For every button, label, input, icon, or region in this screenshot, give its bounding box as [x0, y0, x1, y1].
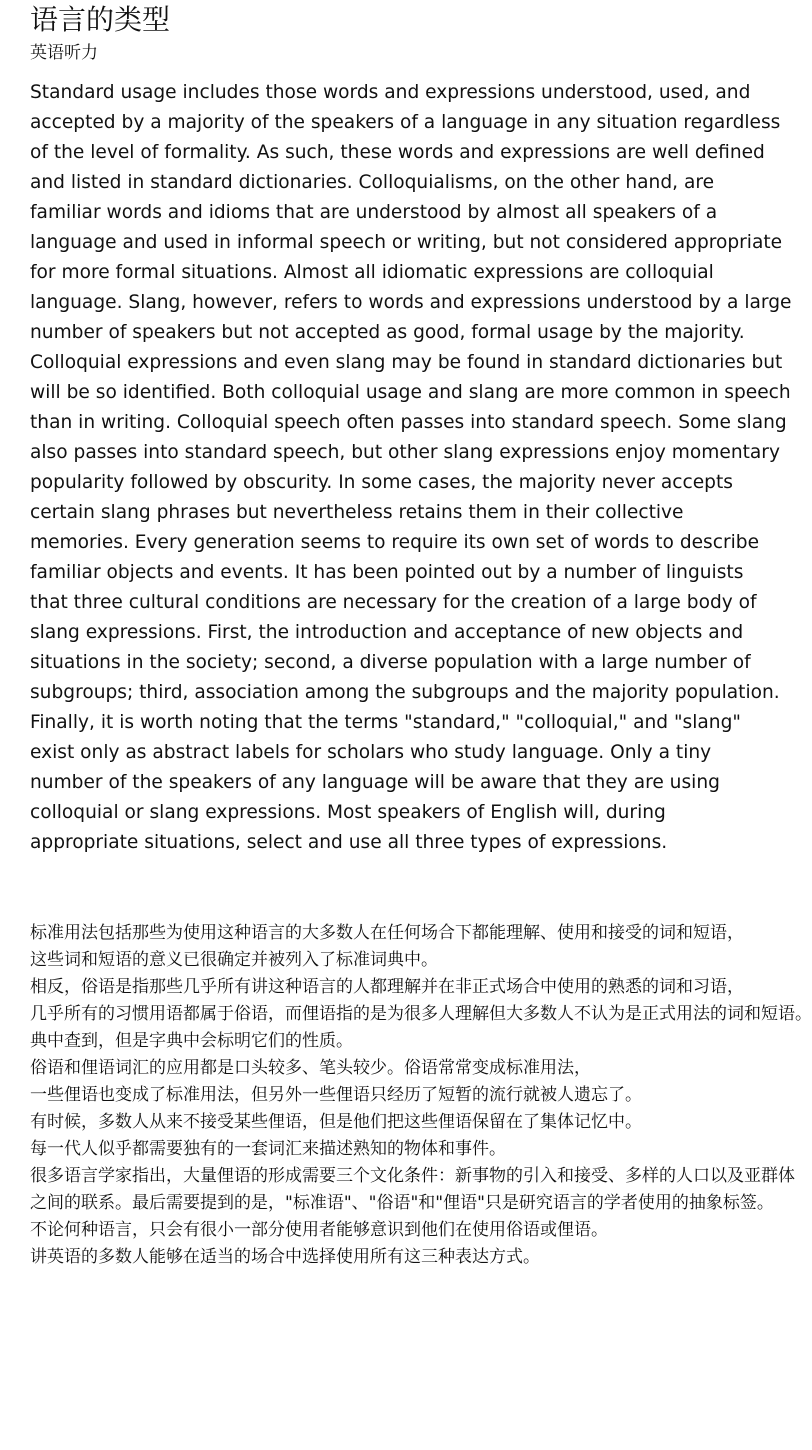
- english-text-line: for more formal situations. Almost all idiomatic expressions are colloquial: [30, 262, 714, 283]
- english-text-line: appropriate situations, select and use all three types of expressions.: [30, 832, 668, 853]
- english-text-line: colloquial or slang expressions. Most speakers of English will, during: [30, 802, 666, 823]
- article-category: 英语听力: [30, 43, 98, 63]
- chinese-text-line: 典中查到，但是字典中会标明它们的性质。: [30, 1031, 353, 1051]
- english-text-line: also passes into standard speech, but other slang expressions enjoy momentary: [30, 442, 780, 463]
- english-passage: [30, 78, 791, 858]
- english-text-line: familiar objects and events. It has been pointed out by a number of linguists: [30, 562, 744, 583]
- chinese-text-line: 几乎所有的习惯用语都属于俗语，而俚语指的是为很多人理解但大多数人不认为是正式用法的词和短语。: [30, 1004, 812, 1024]
- english-text-line: and listed in standard dictionaries. Colloquialisms, on the other hand, are: [30, 172, 715, 193]
- english-text-line: than in writing. Colloquial speech often passes into standard speech. Some slang: [30, 412, 787, 433]
- english-text-line: certain slang phrases but nevertheless retains them in their collective: [30, 502, 684, 523]
- english-text-line: popularity followed by obscurity. In some cases, the majority never accepts: [30, 472, 733, 493]
- english-text-line: number of the speakers of any language will be aware that they are using: [30, 772, 720, 793]
- chinese-text-line: 不论何种语言，只会有很小一部分使用者能够意识到他们在使用俗语或俚语。: [30, 1220, 608, 1240]
- english-text-line: language. Slang, however, refers to words and expressions understood by a large: [30, 292, 792, 313]
- chinese-translation: [30, 920, 812, 1271]
- chinese-text-line: 相反，俗语是指那些几乎所有讲这种语言的人都理解并在非正式场合中使用的熟悉的词和习语，: [30, 977, 744, 997]
- english-text-line: Finally, it is worth noting that the terms "standard," "colloquial," and "slang": [30, 712, 741, 733]
- english-text-line: familiar words and idioms that are understood by almost all speakers of a: [30, 202, 718, 223]
- english-text-line: situations in the society; second, a diverse population with a large number of: [30, 652, 751, 673]
- english-text-line: slang expressions. First, the introduction and acceptance of new objects and: [30, 622, 744, 643]
- chinese-text-line: 标准用法包括那些为使用这种语言的大多数人在任何场合下都能理解、使用和接受的词和短语，: [30, 923, 744, 943]
- chinese-text-line: 之间的联系。最后需要提到的是，"标准语"、"俗语"和"俚语"只是研究语言的学者使用的抽象标签。: [30, 1193, 774, 1213]
- english-text-line: of the level of formality. As such, these words and expressions are well defined: [30, 142, 765, 163]
- english-text-line: language and used in informal speech or writing, but not considered appropriate: [30, 232, 783, 253]
- english-text-line: exist only as abstract labels for scholars who study language. Only a tiny: [30, 742, 712, 763]
- chinese-text-line: 俗语和俚语词汇的应用都是口头较多、笔头较少。俗语常常变成标准用法，: [30, 1058, 591, 1078]
- english-text-line: that three cultural conditions are necessary for the creation of a large body of: [30, 592, 757, 613]
- article: [30, 0, 812, 1450]
- english-text-line: Standard usage includes those words and expressions understood, used, and: [30, 82, 751, 103]
- english-text-line: subgroups; third, association among the subgroups and the majority population.: [30, 682, 780, 703]
- chinese-text-line: 有时候，多数人从来不接受某些俚语，但是他们把这些俚语保留在了集体记忆中。: [30, 1112, 642, 1132]
- english-text-line: memories. Every generation seems to require its own set of words to describe: [30, 532, 760, 553]
- chinese-text-line: 一些俚语也变成了标准用法，但另外一些俚语只经历了短暂的流行就被人遗忘了。: [30, 1085, 642, 1105]
- english-text-line: Colloquial expressions and even slang may be found in standard dictionaries but: [30, 352, 783, 373]
- chinese-text-line: 这些词和短语的意义已很确定并被列入了标准词典中。: [30, 950, 438, 970]
- chinese-text-line: 每一代人似乎都需要独有的一套词汇来描述熟知的物体和事件。: [30, 1139, 506, 1159]
- english-text-line: number of speakers but not accepted as good, formal usage by the majority.: [30, 322, 745, 343]
- english-text-line: accepted by a majority of the speakers of a language in any situation regardless: [30, 112, 781, 133]
- chinese-text-line: 讲英语的多数人能够在适当的场合中选择使用所有这三种表达方式。: [30, 1247, 540, 1267]
- english-text-line: will be so identified. Both colloquial usage and slang are more common in speech: [30, 382, 791, 403]
- article-title: 语言的类型: [30, 3, 171, 36]
- chinese-text-line: 很多语言学家指出，大量俚语的形成需要三个文化条件：新事物的引入和接受、多样的人口以及亚群体: [30, 1166, 795, 1186]
